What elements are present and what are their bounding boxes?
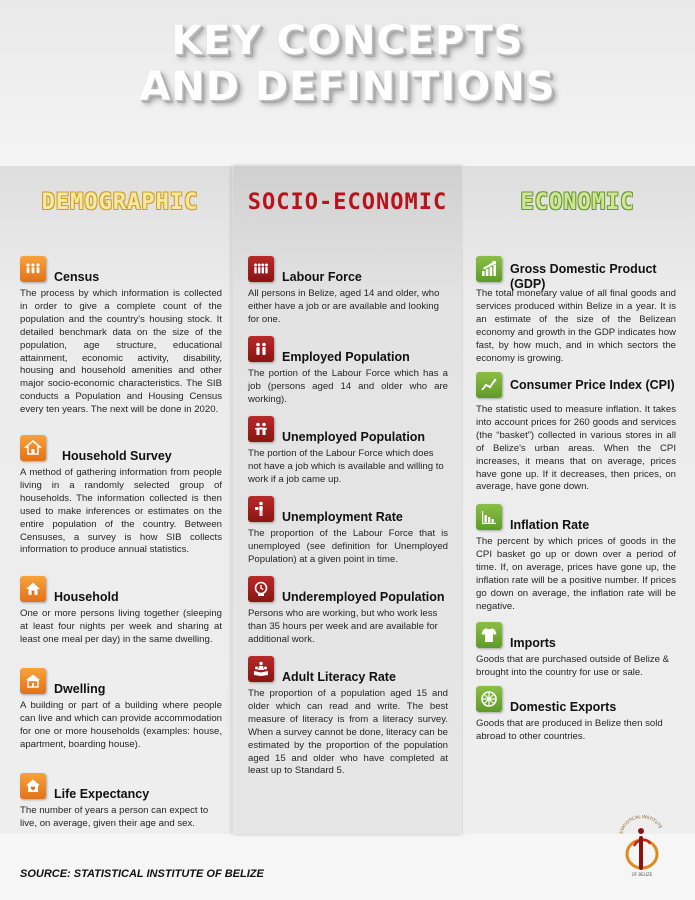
entry-household-survey <box>20 435 222 557</box>
entry-title: Census <box>54 270 100 284</box>
entry-text: All persons in Belize, aged 14 and older, who either have a job or are available and looking for one. <box>248 288 440 325</box>
entry-employed-population <box>248 336 448 407</box>
shirt-icon <box>476 622 502 648</box>
people-group-icon <box>20 256 46 282</box>
entry-text: The total monetary value of all final goods and services produced within Belize in a year. It is an estimate of the size of the Belizean economy and growth in the GDP indicates how fast, by how much, and in which sectors the economy is growing. <box>476 288 676 364</box>
page-title <box>0 18 695 110</box>
entry-gdp <box>476 256 676 365</box>
entry-title: Unemployment Rate <box>282 510 403 524</box>
entry-text: The process by which information is collected in order to give a complete count of the population and the country's housing stock. It detailed benchmark data on the size of the population, age structure, educational attainment, economic activity, disability, housing and household amenities and other major socio-economic characteristics. The SIB conducts a Population and Housing Census every ten years. The next will be done in 2020. <box>20 288 222 416</box>
entry-title: Imports <box>510 636 556 650</box>
entry-dwelling <box>20 668 222 752</box>
entry-title: Household Survey <box>62 449 172 463</box>
entry-underemployed-population <box>248 576 448 647</box>
demographic-heading: DEMOGRAPHIC <box>41 190 199 215</box>
logo-arc-text: STATISTICAL INSTITUTE <box>618 813 664 835</box>
socio-economic-heading: SOCIO-ECONOMIC <box>247 190 448 215</box>
entry-title: Consumer Price Index (CPI) <box>510 378 675 392</box>
entry-text: The percent by which prices of goods in the CPI basket go up or down over a period of time. If, on average, prices have gone up, the inflation rate will be a positive number. If prices go down on average, the inflation rate will be negative. <box>476 536 676 612</box>
entry-title: Life Expectancy <box>54 787 150 801</box>
heart-house-icon <box>20 773 46 799</box>
entry-text: A method of gathering information from people living in a randomly selected group of households. The information collected is then used to make inferences or estimates on the entire population of the country. Between Censuses, a survey is how SIB collects information to produce annual statistics. <box>20 467 222 556</box>
person-sign-icon <box>248 496 274 522</box>
house-icon <box>20 435 46 461</box>
entry-adult-literacy-rate <box>248 656 448 778</box>
entry-text: The portion of the Labour Force which does not have a job which is available and willing to work if a job came up. <box>248 448 444 485</box>
sib-logo <box>614 812 670 878</box>
entry-title: Gross Domestic Product (GDP) <box>510 262 657 291</box>
entry-title: Underemployed Population <box>282 590 445 604</box>
entry-text: Goods that are purchased outside of Belize & brought into the country for use or sale. <box>476 654 670 678</box>
economic-heading: ECONOMIC <box>520 190 635 215</box>
entry-cpi <box>476 372 676 494</box>
workers-icon <box>248 256 274 282</box>
entry-title: Labour Force <box>282 270 362 284</box>
title-line-1: KEY CONCEPTS <box>171 18 524 64</box>
entry-text: The portion of the Labour Force which has a job (persons aged 14 and older who are working). <box>248 368 448 405</box>
clock-person-icon <box>248 576 274 602</box>
entry-title: Inflation Rate <box>510 518 590 532</box>
citrus-slice-icon <box>476 686 502 712</box>
entry-text: The proportion of the Labour Force that is unemployed (see definition for Unemployed Population) at a given point in time. <box>248 528 448 565</box>
entry-inflation-rate <box>476 504 676 613</box>
entry-text: The statistic used to measure inflation. It takes into account prices for 260 goods and services (the “basket”) collected in various stores in all of Belize's urban areas. When the CPI increases, it means that on average, prices have gone up. If it decreases, then prices, on average, have gone down. <box>476 404 676 493</box>
entry-household <box>20 576 222 647</box>
entry-text: Persons who are working, but who work less than 35 hours per week and are available for additional work. <box>248 608 438 645</box>
entry-title: Domestic Exports <box>510 700 617 714</box>
title-line-2: AND DEFINITIONS <box>139 64 556 110</box>
unemployed-people-icon <box>248 416 274 442</box>
entry-title: Adult Literacy Rate <box>282 670 396 684</box>
entry-title: Employed Population <box>282 350 410 364</box>
entry-census <box>20 256 222 417</box>
source-note: SOURCE: STATISTICAL INSTITUTE OF BELIZE <box>20 868 264 880</box>
entry-title: Dwelling <box>54 682 106 696</box>
bar-chart-growth-icon <box>476 256 502 282</box>
entry-title: Unemployed Population <box>282 430 426 444</box>
entry-imports <box>476 622 676 680</box>
entry-text: The number of years a person can expect to live, on average, given their age and sex. <box>20 805 209 829</box>
entry-title: Household <box>54 590 119 604</box>
entry-domestic-exports <box>476 686 676 744</box>
entry-text: The proportion of a population aged 15 and older which can read and write. The best measure of literacy is from a literacy survey. When a survey cannot be done, literacy can be estimated by the proportion of the population aged 15 and older who have completed at least up to Standard 5. <box>248 688 448 777</box>
entry-labour-force <box>248 256 448 327</box>
building-icon <box>20 668 46 694</box>
entry-unemployment-rate <box>248 496 448 567</box>
entry-text: Goods that are produced in Belize then sold abroad to other countries. <box>476 718 663 742</box>
reading-people-icon <box>248 656 274 682</box>
employed-people-icon <box>248 336 274 362</box>
entry-text: A building or part of a building where people can live and which can provide accommodation for one or more households (examples: house, apartment, boarding house). <box>20 700 222 750</box>
entry-text: One or more persons living together (sleeping at least four nights per week and sharing at least one meal per day) in the same dwelling. <box>20 608 222 645</box>
line-chart-icon <box>476 372 502 398</box>
home-icon <box>20 576 46 602</box>
logo-bottom-text: OF BELIZE <box>631 872 653 877</box>
entry-unemployed-population <box>248 416 448 487</box>
entry-life-expectancy <box>20 773 222 831</box>
bar-chart-icon <box>476 504 502 530</box>
